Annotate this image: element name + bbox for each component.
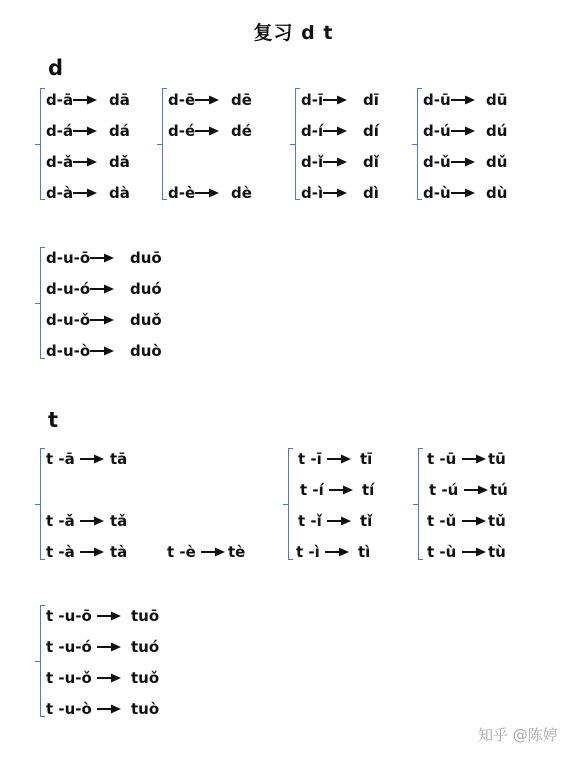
pinyin-row	[427, 510, 506, 532]
pinyin-row	[301, 89, 379, 111]
pinyin-row	[300, 479, 375, 501]
pinyin-row	[46, 667, 160, 689]
syllable: dè	[231, 184, 252, 202]
group-bracket	[40, 88, 45, 200]
syllable: tū	[488, 450, 506, 468]
pinyin-row	[427, 448, 506, 470]
right-arrow-icon	[323, 188, 347, 198]
pinyin-row	[429, 479, 508, 501]
pinyin-row	[168, 89, 252, 111]
right-arrow-icon	[451, 95, 475, 105]
pinyin-row	[46, 182, 130, 204]
syllable: tuò	[131, 700, 160, 718]
right-arrow-icon	[90, 253, 114, 263]
spelling: d-ǔ	[423, 153, 451, 171]
pinyin-row	[46, 698, 160, 720]
right-arrow-icon	[462, 547, 486, 557]
right-arrow-icon	[451, 188, 475, 198]
spelling: t -u-ó	[46, 638, 92, 656]
syllable: dà	[109, 184, 130, 202]
spelling: d-ǐ	[301, 153, 324, 171]
spelling: d-ǎ	[46, 153, 74, 171]
spelling: d-á	[46, 122, 74, 140]
right-arrow-icon	[73, 157, 97, 167]
syllable: tì	[358, 543, 371, 561]
right-arrow-icon	[464, 485, 488, 495]
spelling: d-u-ò	[46, 342, 91, 360]
syllable: duò	[130, 342, 162, 360]
syllable: tuō	[131, 607, 160, 625]
pinyin-row	[46, 340, 162, 362]
section-heading-t: t	[48, 408, 59, 432]
pinyin-row	[296, 541, 371, 563]
syllable: dā	[109, 91, 130, 109]
pinyin-row	[168, 120, 252, 142]
spelling: d-í	[301, 122, 324, 140]
syllable: dì	[363, 184, 379, 202]
pinyin-row	[168, 182, 252, 204]
syllable: tǔ	[488, 512, 506, 530]
syllable: dǎ	[109, 153, 130, 171]
pinyin-row	[46, 541, 128, 563]
spelling: d-ì	[301, 184, 324, 202]
pinyin-row	[46, 89, 130, 111]
watermark: 知乎 @陈婷	[478, 726, 558, 744]
right-arrow-icon	[327, 516, 351, 526]
pinyin-row	[46, 151, 130, 173]
syllable: dū	[486, 91, 508, 109]
spelling: d-ù	[423, 184, 451, 202]
pinyin-row	[46, 309, 162, 331]
group-bracket	[418, 448, 423, 560]
syllable: tú	[490, 481, 508, 499]
spelling: d-é	[168, 122, 196, 140]
spelling: t -í	[300, 481, 324, 499]
pinyin-row	[46, 605, 160, 627]
spelling: d-u-ó	[46, 280, 91, 298]
pinyin-row	[301, 182, 379, 204]
spelling: d-ū	[423, 91, 451, 109]
pinyin-row	[427, 541, 506, 563]
spelling: t -ǔ	[427, 512, 457, 530]
pinyin-row	[46, 278, 162, 300]
right-arrow-icon	[97, 673, 121, 683]
spelling: t -u-ō	[46, 607, 92, 625]
pinyin-row	[46, 448, 128, 470]
pinyin-row	[301, 151, 379, 173]
syllable: dē	[231, 91, 252, 109]
syllable: duǒ	[130, 311, 162, 329]
spelling: d-è	[168, 184, 196, 202]
pinyin-row	[423, 182, 508, 204]
spelling: t -è	[167, 543, 196, 561]
right-arrow-icon	[80, 454, 104, 464]
group-bracket	[40, 448, 45, 560]
right-arrow-icon	[195, 188, 219, 198]
spelling: t -u-ò	[46, 700, 92, 718]
right-arrow-icon	[329, 485, 353, 495]
right-arrow-icon	[97, 611, 121, 621]
right-arrow-icon	[201, 547, 225, 557]
syllable: dī	[363, 91, 379, 109]
syllable: tù	[488, 543, 506, 561]
pinyin-row-t-e	[167, 541, 246, 563]
spelling: t -ū	[427, 450, 457, 468]
right-arrow-icon	[73, 95, 97, 105]
pinyin-row	[46, 510, 128, 532]
right-arrow-icon	[73, 188, 97, 198]
right-arrow-icon	[80, 516, 104, 526]
group-bracket	[295, 88, 300, 200]
pinyin-row	[298, 448, 373, 470]
spelling: d-ī	[301, 91, 324, 109]
pinyin-row	[46, 120, 130, 142]
spelling: t -à	[46, 543, 75, 561]
syllable: tuó	[131, 638, 160, 656]
group-bracket	[417, 88, 422, 200]
pinyin-row	[46, 247, 162, 269]
spelling: d-ā	[46, 91, 74, 109]
pinyin-row	[423, 120, 508, 142]
syllable: duó	[130, 280, 162, 298]
right-arrow-icon	[451, 157, 475, 167]
right-arrow-icon	[451, 126, 475, 136]
right-arrow-icon	[90, 346, 114, 356]
spelling: d-ú	[423, 122, 451, 140]
spelling: t -u-ǒ	[46, 669, 92, 687]
syllable: dá	[109, 122, 130, 140]
right-arrow-icon	[323, 157, 347, 167]
syllable: dú	[486, 122, 508, 140]
spelling: t -ú	[429, 481, 459, 499]
syllable: tuǒ	[131, 669, 160, 687]
spelling: t -ǎ	[46, 512, 75, 530]
syllable: dǔ	[486, 153, 508, 171]
pinyin-row	[423, 151, 508, 173]
pinyin-row	[423, 89, 508, 111]
syllable: tè	[228, 543, 246, 561]
spelling: t -ù	[427, 543, 457, 561]
page-title: 复习 d t	[253, 22, 334, 44]
syllable: tí	[362, 481, 375, 499]
syllable: tā	[110, 450, 128, 468]
pinyin-row	[301, 120, 379, 142]
syllable: tà	[110, 543, 128, 561]
pinyin-row	[298, 510, 373, 532]
group-bracket	[162, 88, 167, 200]
right-arrow-icon	[195, 126, 219, 136]
spelling: d-u-ō	[46, 249, 91, 267]
spelling: d-u-ǒ	[46, 311, 91, 329]
spelling: t -ì	[296, 543, 320, 561]
syllable: duō	[130, 249, 162, 267]
syllable: tǎ	[110, 512, 128, 530]
group-bracket	[40, 605, 45, 717]
spelling: d-à	[46, 184, 74, 202]
spelling: t -ā	[46, 450, 75, 468]
right-arrow-icon	[97, 704, 121, 714]
syllable: dù	[486, 184, 508, 202]
spelling: t -ǐ	[298, 512, 322, 530]
pinyin-row	[46, 636, 160, 658]
section-heading-d: d	[48, 56, 64, 80]
group-bracket	[40, 247, 45, 359]
spelling: t -ī	[298, 450, 322, 468]
spelling: d-ē	[168, 91, 196, 109]
right-arrow-icon	[323, 95, 347, 105]
right-arrow-icon	[97, 642, 121, 652]
right-arrow-icon	[80, 547, 104, 557]
right-arrow-icon	[327, 454, 351, 464]
syllable: tǐ	[360, 512, 373, 530]
syllable: dé	[231, 122, 252, 140]
group-bracket	[288, 448, 293, 560]
right-arrow-icon	[323, 126, 347, 136]
right-arrow-icon	[325, 547, 349, 557]
right-arrow-icon	[90, 315, 114, 325]
right-arrow-icon	[195, 95, 219, 105]
syllable: dǐ	[363, 153, 379, 171]
right-arrow-icon	[90, 284, 114, 294]
right-arrow-icon	[462, 516, 486, 526]
syllable: dí	[363, 122, 379, 140]
right-arrow-icon	[462, 454, 486, 464]
right-arrow-icon	[73, 126, 97, 136]
syllable: tī	[360, 450, 373, 468]
